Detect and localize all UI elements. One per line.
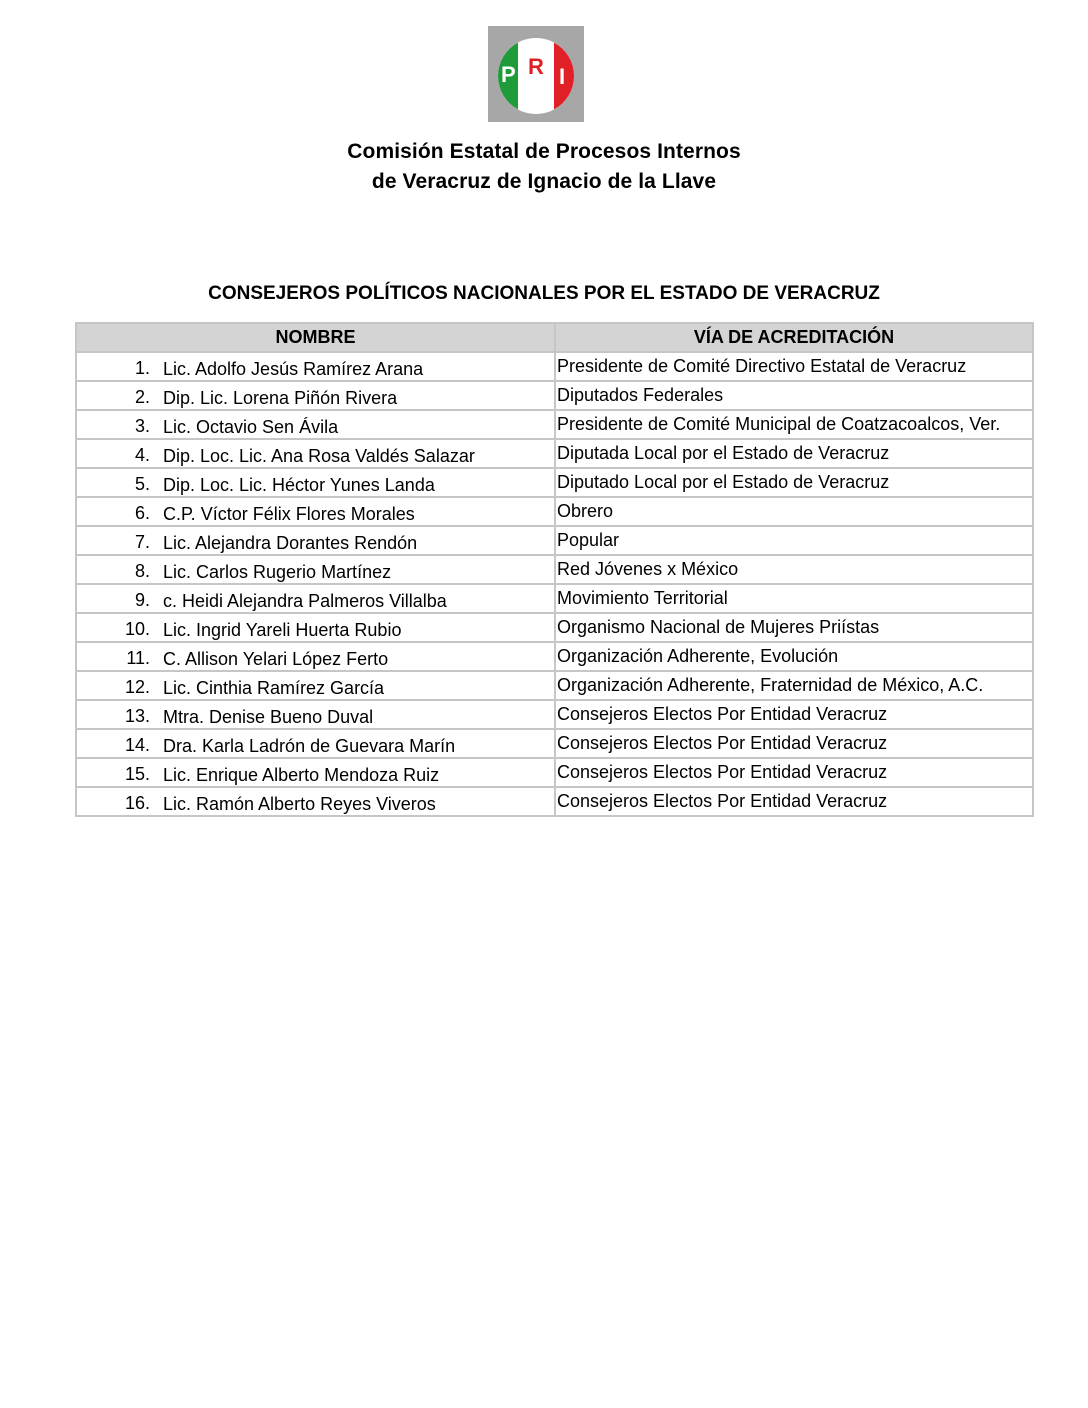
councilor-name: Lic. Alejandra Dorantes Rendón	[163, 533, 418, 553]
row-number: 6.	[134, 503, 150, 523]
name-cell-content	[77, 701, 554, 728]
accreditation-text: Movimiento Territorial	[557, 588, 728, 608]
accreditation-text: Diputados Federales	[557, 385, 724, 405]
accreditation-cell	[555, 497, 1033, 526]
row-number: 16.	[124, 793, 150, 813]
name-cell	[76, 671, 555, 700]
header-title-line2: de Veracruz de Ignacio de la Llave	[371, 170, 717, 193]
accreditation-cell	[555, 439, 1033, 468]
logo-letter-p: P	[501, 62, 516, 87]
name-cell	[76, 439, 555, 468]
accreditation-cell	[555, 468, 1033, 497]
name-cell-content	[77, 788, 554, 815]
accreditation-cell	[555, 410, 1033, 439]
row-number: 15.	[124, 764, 150, 784]
table-row	[76, 758, 1033, 787]
row-number: 14.	[124, 735, 150, 755]
name-cell	[76, 555, 555, 584]
row-number: 1.	[134, 358, 150, 378]
table-row	[76, 410, 1033, 439]
row-number: 9.	[134, 590, 150, 610]
table-row	[76, 700, 1033, 729]
table-row	[76, 497, 1033, 526]
accreditation-cell	[555, 671, 1033, 700]
table-row	[76, 352, 1033, 381]
accreditation-cell	[555, 700, 1033, 729]
table-row	[76, 671, 1033, 700]
councilor-name: c. Heidi Alejandra Palmeros Villalba	[163, 591, 447, 611]
councilor-name: Lic. Octavio Sen Ávila	[163, 417, 339, 437]
column-header-name: NOMBRE	[76, 323, 555, 352]
logo-letter-r: R	[528, 54, 544, 79]
councilor-name: C.P. Víctor Félix Flores Morales	[163, 504, 415, 524]
name-cell-content	[77, 614, 554, 641]
name-cell-content	[77, 353, 554, 380]
accreditation-cell	[555, 526, 1033, 555]
pri-logo-graphic	[488, 26, 584, 122]
name-cell-content	[77, 672, 554, 699]
accreditation-cell	[555, 642, 1033, 671]
councilor-name: Dip. Loc. Lic. Héctor Yunes Landa	[163, 475, 435, 495]
councilor-name: Dra. Karla Ladrón de Guevara Marín	[163, 736, 456, 756]
row-number: 10.	[124, 619, 150, 639]
accreditation-cell	[555, 584, 1033, 613]
name-cell-content	[77, 556, 554, 583]
name-cell	[76, 758, 555, 787]
name-cell-content	[77, 527, 554, 554]
name-cell	[76, 381, 555, 410]
accreditation-text: Diputada Local por el Estado de Veracruz	[557, 443, 890, 463]
councilors-table	[75, 322, 1034, 817]
accreditation-text: Red Jóvenes x México	[557, 559, 739, 579]
accreditation-cell	[555, 555, 1033, 584]
logo-letter-i: I	[559, 64, 566, 89]
accreditation-text: Consejeros Electos Por Entidad Veracruz	[557, 762, 888, 782]
accreditation-text: Consejeros Electos Por Entidad Veracruz	[557, 791, 888, 811]
table-row	[76, 468, 1033, 497]
councilor-name: C. Allison Yelari López Ferto	[163, 649, 389, 669]
table-row	[76, 381, 1033, 410]
accreditation-cell	[555, 381, 1033, 410]
name-cell-content	[77, 382, 554, 409]
accreditation-cell	[555, 729, 1033, 758]
row-number: 4.	[134, 445, 150, 465]
accreditation-text: Presidente de Comité Municipal de Coatzacoalcos, Ver.	[557, 414, 1001, 434]
table-header-row	[76, 323, 1033, 352]
name-cell	[76, 584, 555, 613]
accreditation-text: Consejeros Electos Por Entidad Veracruz	[557, 733, 888, 753]
name-cell	[76, 352, 555, 381]
table-body	[76, 352, 1033, 816]
header-title-line1: Comisión Estatal de Procesos Internos	[347, 140, 741, 163]
name-cell	[76, 410, 555, 439]
accreditation-text: Organismo Nacional de Mujeres Priístas	[557, 617, 880, 637]
row-number: 12.	[124, 677, 150, 697]
councilor-name: Lic. Cinthia Ramírez García	[163, 678, 385, 698]
accreditation-cell	[555, 613, 1033, 642]
councilor-name: Dip. Loc. Lic. Ana Rosa Valdés Salazar	[163, 446, 475, 466]
row-number: 13.	[124, 706, 150, 726]
accreditation-cell	[555, 352, 1033, 381]
accreditation-cell	[555, 758, 1033, 787]
name-cell	[76, 787, 555, 816]
councilor-name: Lic. Ramón Alberto Reyes Viveros	[163, 794, 436, 814]
row-number: 7.	[134, 532, 150, 552]
column-header-via: VÍA DE ACREDITACIÓN	[555, 323, 1033, 352]
table-row	[76, 555, 1033, 584]
councilor-name: Lic. Adolfo Jesús Ramírez Arana	[163, 359, 424, 379]
table-row	[76, 729, 1033, 758]
name-cell	[76, 526, 555, 555]
table-row	[76, 439, 1033, 468]
row-number: 3.	[134, 416, 150, 436]
name-cell	[76, 468, 555, 497]
accreditation-text: Presidente de Comité Directivo Estatal de Veracruz	[557, 356, 967, 376]
accreditation-text: Organización Adherente, Fraternidad de México, A.C.	[557, 675, 984, 695]
name-cell-content	[77, 730, 554, 757]
name-cell	[76, 729, 555, 758]
name-cell-content	[77, 411, 554, 438]
councilor-name: Lic. Carlos Rugerio Martínez	[163, 562, 392, 582]
accreditation-text: Organización Adherente, Evolución	[557, 646, 839, 666]
name-cell-content	[77, 643, 554, 670]
name-cell	[76, 497, 555, 526]
name-cell	[76, 642, 555, 671]
table-row	[76, 642, 1033, 671]
accreditation-text: Consejeros Electos Por Entidad Veracruz	[557, 704, 888, 724]
name-cell	[76, 700, 555, 729]
table-row	[76, 613, 1033, 642]
section-title: CONSEJEROS POLÍTICOS NACIONALES POR EL ESTADO DE VERACRUZ	[208, 283, 880, 304]
councilor-name: Lic. Enrique Alberto Mendoza Ruiz	[163, 765, 440, 785]
name-cell-content	[77, 585, 554, 612]
councilor-name: Mtra. Denise Bueno Duval	[163, 707, 374, 727]
table-row	[76, 584, 1033, 613]
accreditation-text: Obrero	[557, 501, 614, 521]
name-cell	[76, 613, 555, 642]
row-number: 11.	[126, 648, 150, 668]
row-number: 8.	[134, 561, 150, 581]
name-cell-content	[77, 440, 554, 467]
accreditation-text: Popular	[557, 530, 620, 550]
name-cell-content	[77, 498, 554, 525]
table-row	[76, 787, 1033, 816]
councilor-name: Dip. Lic. Lorena Piñón Rivera	[163, 388, 398, 408]
councilor-name: Lic. Ingrid Yareli Huerta Rubio	[163, 620, 402, 640]
pri-logo	[488, 26, 584, 122]
accreditation-text: Diputado Local por el Estado de Veracruz	[557, 472, 890, 492]
name-cell-content	[77, 469, 554, 496]
accreditation-cell	[555, 787, 1033, 816]
row-number: 2.	[134, 387, 150, 407]
row-number: 5.	[134, 474, 150, 494]
table-row	[76, 526, 1033, 555]
name-cell-content	[77, 759, 554, 786]
